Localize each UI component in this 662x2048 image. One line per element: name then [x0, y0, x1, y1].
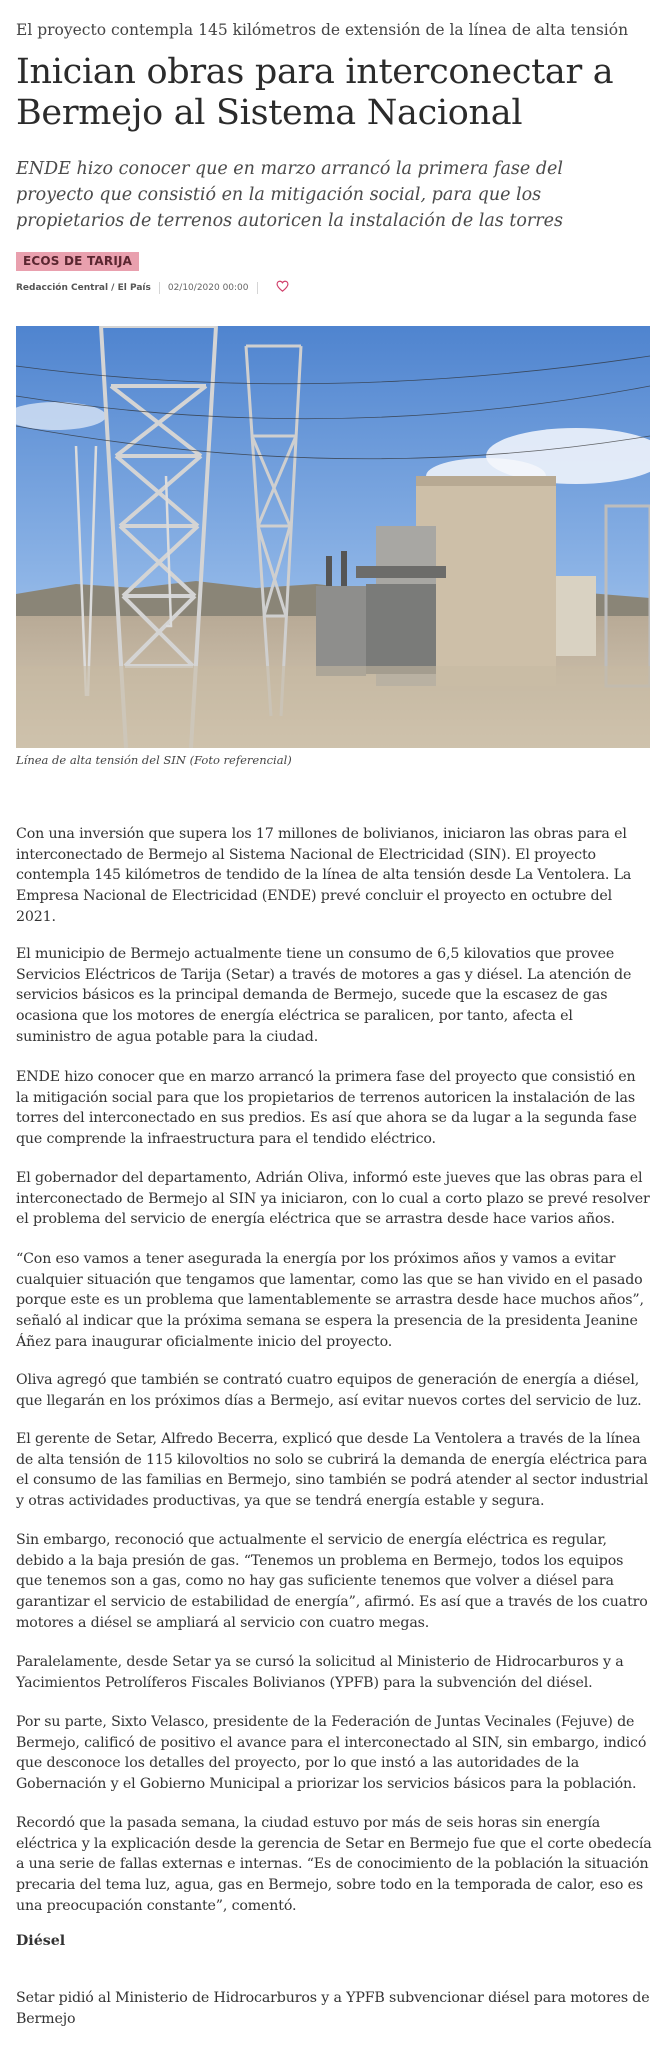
- photo-caption: Línea de alta tensión del SIN (Foto referencial): [16, 753, 292, 767]
- section-tag[interactable]: ECOS DE TARIJA: [16, 252, 139, 271]
- article-paragraph: Setar pidió al Ministerio de Hidrocarburos y a YPFB subvencionar diésel para motores de Bermejo: [16, 1990, 650, 2027]
- article-paragraph: El municipio de Bermejo actualmente tiene un consumo de 6,5 kilovatios que provee Servicios Eléctricos de Tarija (Setar) a través de motores a gas y diésel. La atención de servicios básicos es la principal demanda de Bermejo, sucede que la escasez de gas ocasiona que los motores de energía eléctrica se paralicen, por tanto, afecta el suministro de agua potable para la ciudad.: [16, 946, 632, 1045]
- heart-outline-icon[interactable]: [276, 280, 289, 296]
- article-paragraph: Oliva agregó que también se contrató cuatro equipos de generación de energía a diésel, que llegarán en los próximos días a Bermejo, así evitar nuevos cortes del servicio de luz.: [16, 1372, 642, 1409]
- article-photo: [16, 326, 650, 748]
- article-subhead: Diésel: [16, 1933, 66, 1949]
- article-paragraph: Sin embargo, reconoció que actualmente el servicio de energía eléctrica es regular, debido a la baja presión de gas. “Tenemos un problema en Bermejo, todos los equipos que tenemos son a gas, como no hay gas suficiente tenemos que volver a diésel para garantizar el servicio de estabilidad de energía”, afirmó. Es así que a través de los cuatro motores a diésel se ampliará al servicio con cuatro megas.: [16, 1532, 648, 1631]
- article-kicker: El proyecto contempla 145 kilómetros de extensión de la línea de alta tensión: [16, 21, 629, 39]
- article-paragraph: El gerente de Setar, Alfredo Becerra, explicó que desde La Ventolera a través de la línea de alta tensión de 115 kilovoltios no solo se cubrirá la demanda de energía eléctrica para el consumo de las familias en Bermejo, sino también se podrá atender al sector industrial y otras actividades productivas, ya que se tendrá energía estable y segura.: [16, 1431, 649, 1510]
- author-name[interactable]: Redacción Central / El País: [16, 283, 151, 293]
- article-meta: [16, 280, 289, 296]
- meta-divider: [257, 282, 258, 294]
- article-headline: Inician obras para interconectar a Bermejo al Sistema Nacional: [16, 52, 614, 133]
- article-paragraph: Con una inversión que supera los 17 millones de bolivianos, iniciaron las obras para el interconectado de Bermejo al Sistema Nacional de Electricidad (SIN). El proyecto contempla 145 kilómetros de tendido de la línea de alta tensión desde La Ventolera. La Empresa Nacional de Electricidad (ENDE) prevé concluir el proyecto en octubre del 2021.: [16, 826, 632, 925]
- article-paragraph: “Con eso vamos a tener asegurada la energía por los próximos años y vamos a evitar cualquier situación que tengamos que lamentar, como las que se han vivido en el pasado porque este es un problema que lamentablemente se arrastra desde hace muchos años”, señaló al indicar que la próxima semana se espera la presencia de la presidenta Jeanine Áñez para inaugurar oficialmente inicio del proyecto.: [16, 1251, 644, 1350]
- meta-divider: [159, 282, 160, 294]
- article-paragraph: Paralelamente, desde Setar ya se cursó la solicitud al Ministerio de Hidrocarburos y a Yacimientos Petrolíferos Fiscales Bolivianos (YPFB) para la subvención del diésel.: [16, 1654, 624, 1691]
- article-paragraph: ENDE hizo conocer que en marzo arrancó la primera fase del proyecto que consistió en la mitigación social para que los propietarios de terrenos autoricen la instalación de las torres del interconectado en sus predios. Es así que ahora se da lugar a la segunda fase que comprende la infraestructura para el tendido eléctrico.: [16, 1069, 637, 1148]
- article-deck: ENDE hizo conocer que en marzo arrancó la primera fase del proyecto que consistió en la mitigación social, para que los propietarios de terrenos autoricen la instalación de las torres: [16, 159, 563, 231]
- article-paragraph: Recordó que la pasada semana, la ciudad estuvo por más de seis horas sin energía eléctrica y la explicación desde la gerencia de Setar en Bermejo fue que el corte obedecía a una serie de fallas externas e internas. “Es de conocimiento de la población la situación precaria del tema luz, agua, gas en Bermejo, sobre todo en la temporada de calor, eso es una preocupación constante”, comentó.: [16, 1815, 652, 1914]
- publish-date: 02/10/2020 00:00: [167, 283, 249, 293]
- article-paragraph: El gobernador del departamento, Adrián Oliva, informó este jueves que las obras para el interconectado de Bermejo al SIN ya iniciaron, con lo cual a corto plazo se prevé resolver el problema del servicio de energía eléctrica que se arrastra desde hace varios años.: [16, 1170, 650, 1228]
- article-paragraph: Por su parte, Sixto Velasco, presidente de la Federación de Juntas Vecinales (Fejuve) de Bermejo, calificó de positivo el avance para el interconectado al SIN, sin embargo, indicó que desconoce los detalles del proyecto, por lo que instó a las autoridades de la Gobernación y el Gobierno Municipal a priorizar los servicios básicos para la población.: [16, 1714, 647, 1793]
